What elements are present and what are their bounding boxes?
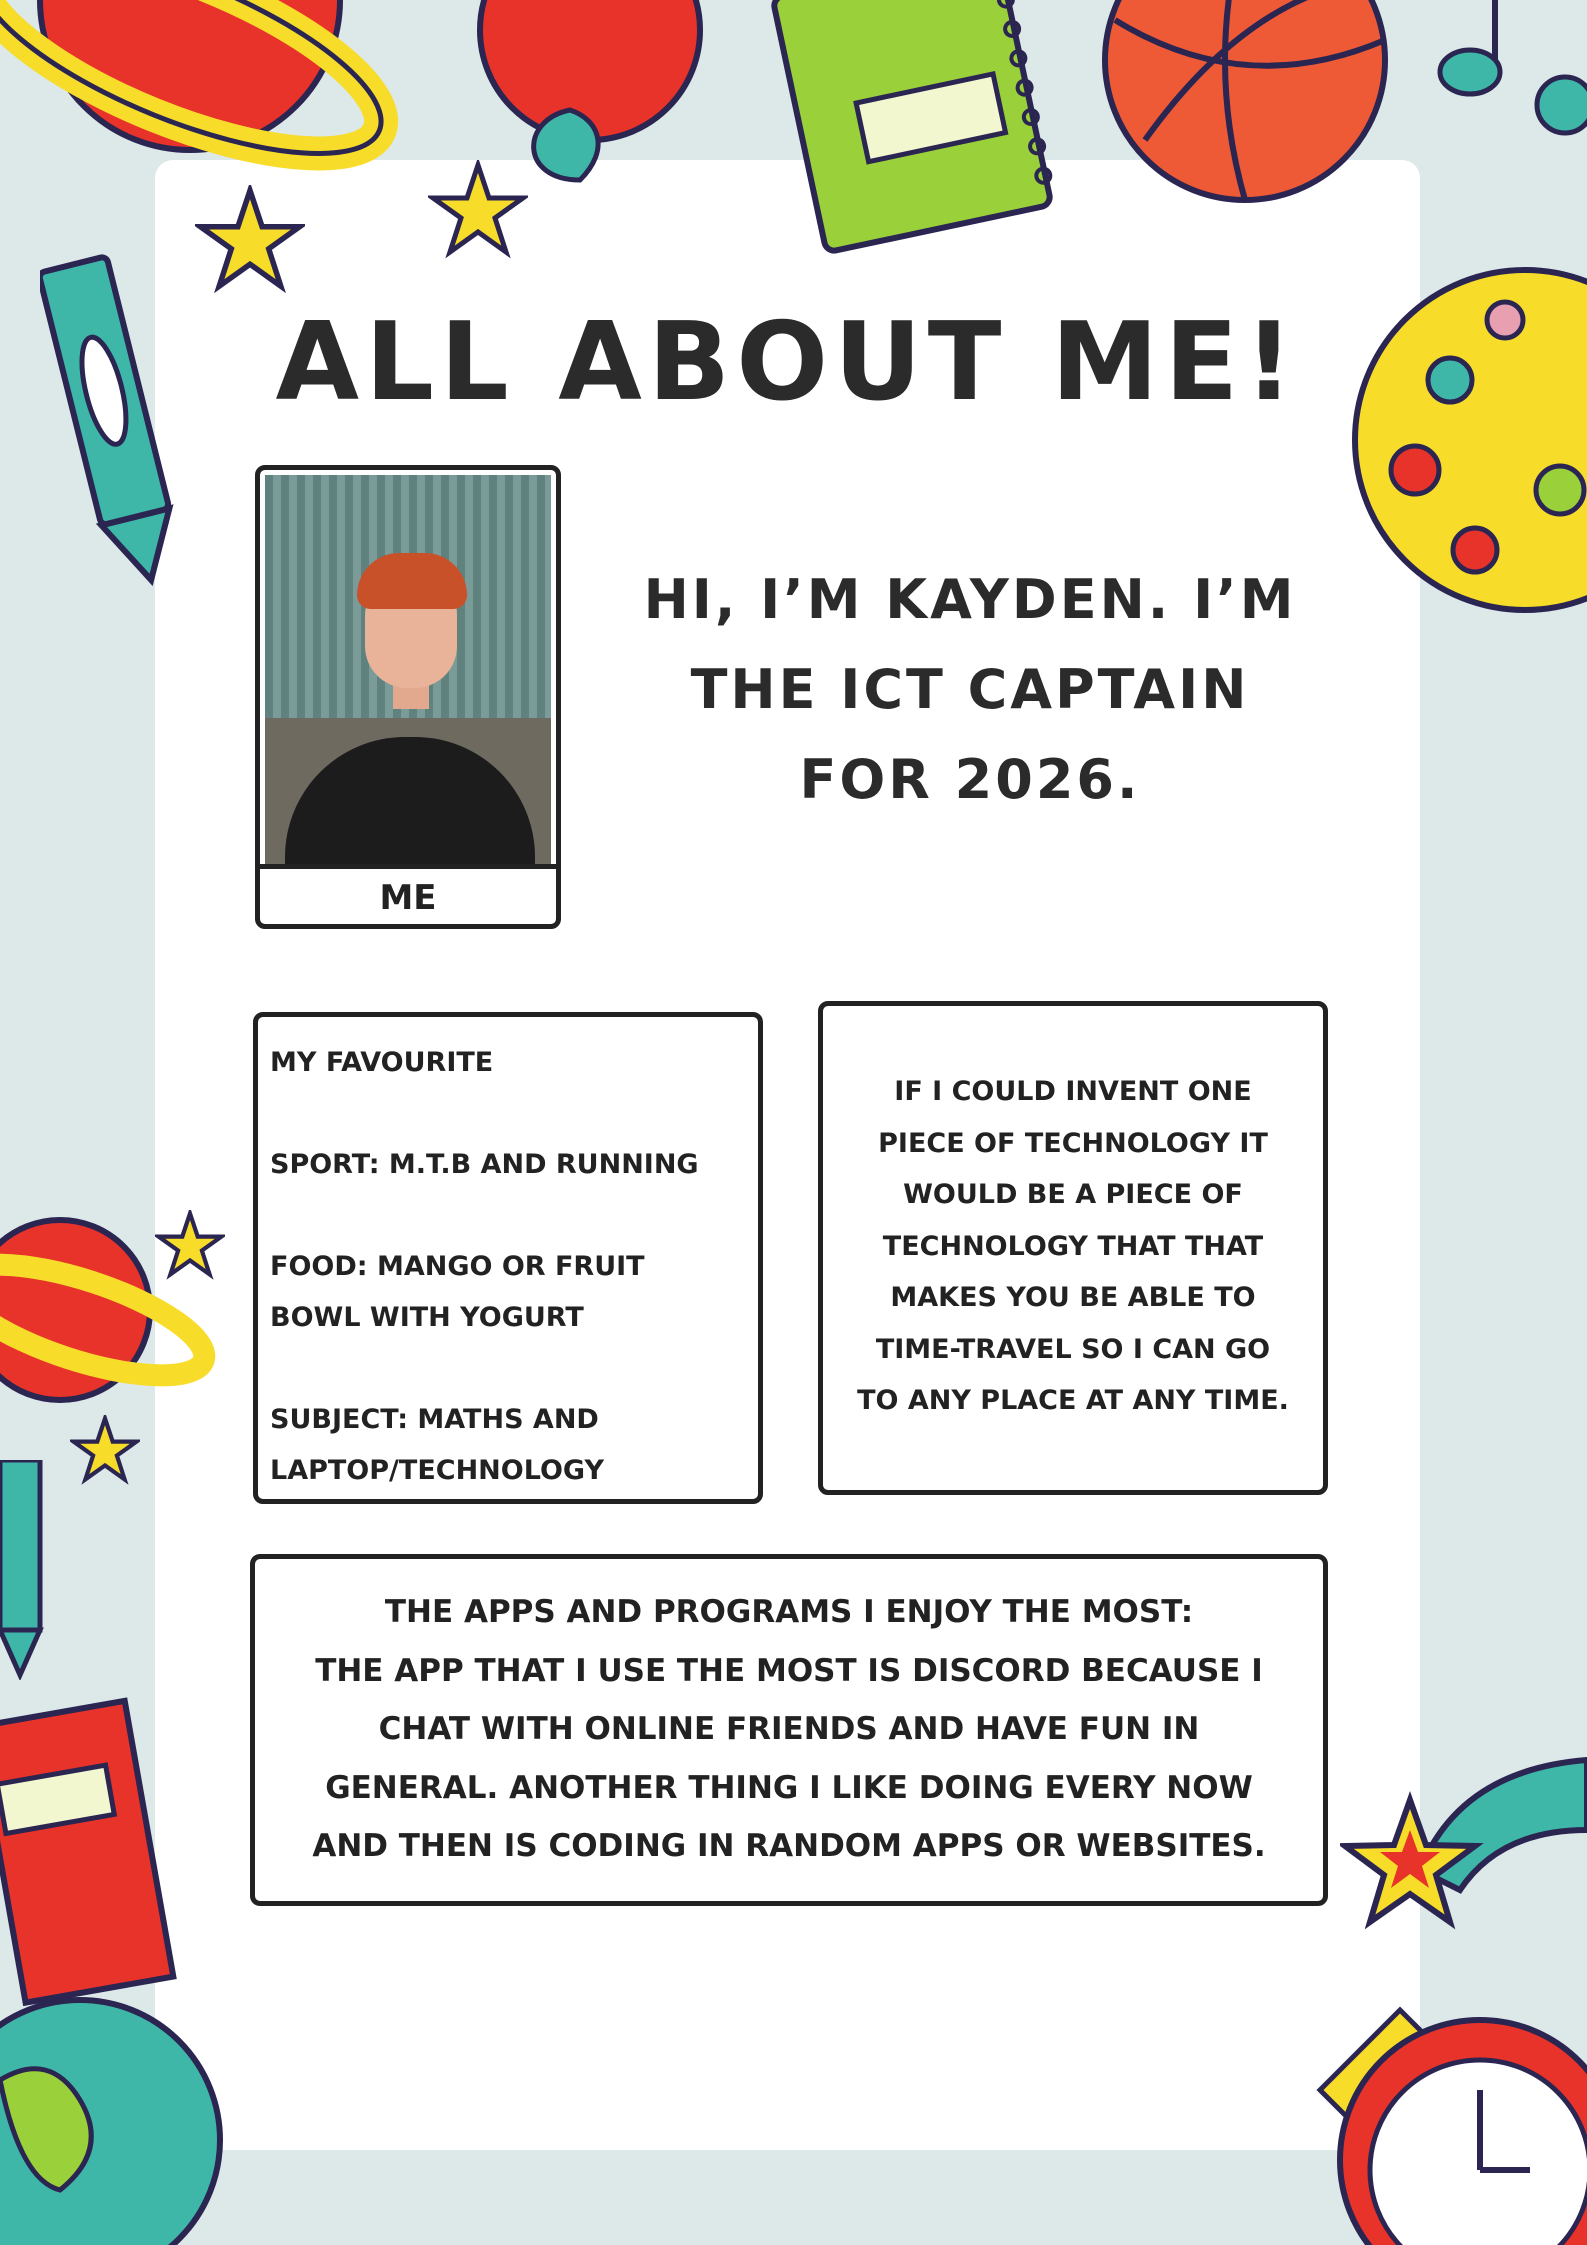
- page-title: ALL ABOUT ME!: [275, 300, 1300, 425]
- globe-icon: [0, 1990, 230, 2245]
- invention-line: MAKES YOU BE ABLE TO: [890, 1282, 1256, 1313]
- star-icon: [155, 1210, 225, 1280]
- favourites-heading: MY FAVOURITE: [270, 1047, 494, 1078]
- favourite-food-line: FOOD: MANGO OR FRUIT: [270, 1251, 645, 1282]
- photo-card: [255, 465, 561, 929]
- invention-line: TO ANY PLACE AT ANY TIME.: [857, 1385, 1289, 1416]
- apps-line: GENERAL. ANOTHER THING I LIKE DOING EVERY NOW: [325, 1769, 1253, 1806]
- favourite-subject-line: LAPTOP/TECHNOLOGY: [270, 1455, 605, 1486]
- apps-box: [250, 1554, 1328, 1906]
- invention-line: PIECE OF TECHNOLOGY IT: [878, 1127, 1268, 1159]
- star-icon: [195, 185, 305, 295]
- planet-icon: [0, 0, 420, 180]
- shooting-star-icon: [1340, 1740, 1587, 1980]
- invention-line: WOULD BE A PIECE OF: [903, 1179, 1243, 1210]
- apps-heading: THE APPS AND PROGRAMS I ENJOY THE MOST:: [384, 1594, 1194, 1630]
- apps-line: CHAT WITH ONLINE FRIENDS AND HAVE FUN IN: [378, 1711, 1200, 1747]
- crayon-icon: [0, 1460, 55, 1680]
- intro-line: THE ICT CAPTAIN: [690, 658, 1250, 721]
- favourite-subject-line: SUBJECT: MATHS AND: [270, 1404, 599, 1435]
- basketball-icon: [1085, 0, 1405, 210]
- music-note-icon: [1400, 0, 1587, 160]
- invention-line: IF I COULD INVENT ONE: [894, 1076, 1252, 1107]
- favourites-box: [253, 1012, 763, 1504]
- profile-photo: [265, 475, 551, 867]
- star-icon: [70, 1415, 140, 1485]
- photo-caption: ME: [260, 864, 556, 924]
- apps-line: THE APP THAT I USE THE MOST IS DISCORD BECAUSE I: [315, 1652, 1263, 1689]
- favourite-sport: SPORT: M.T.B AND RUNNING: [270, 1149, 699, 1180]
- star-icon: [428, 160, 528, 260]
- intro-line: FOR 2026.: [799, 748, 1141, 811]
- intro-text: [610, 555, 1330, 825]
- invention-line: TIME-TRAVEL SO I CAN GO: [875, 1333, 1271, 1365]
- invention-line: TECHNOLOGY THAT THAT: [882, 1230, 1264, 1262]
- book-icon: [0, 1690, 180, 2010]
- notebook-icon: [760, 0, 1080, 260]
- apps-line: AND THEN IS CODING IN RANDOM APPS OR WEBSITES.: [312, 1828, 1266, 1864]
- invention-box: [818, 1001, 1328, 1495]
- favourite-food-line: BOWL WITH YOGURT: [270, 1302, 584, 1333]
- intro-line: HI, I’M KAYDEN. I’M: [643, 568, 1297, 631]
- alarm-clock-icon: [1280, 1950, 1587, 2245]
